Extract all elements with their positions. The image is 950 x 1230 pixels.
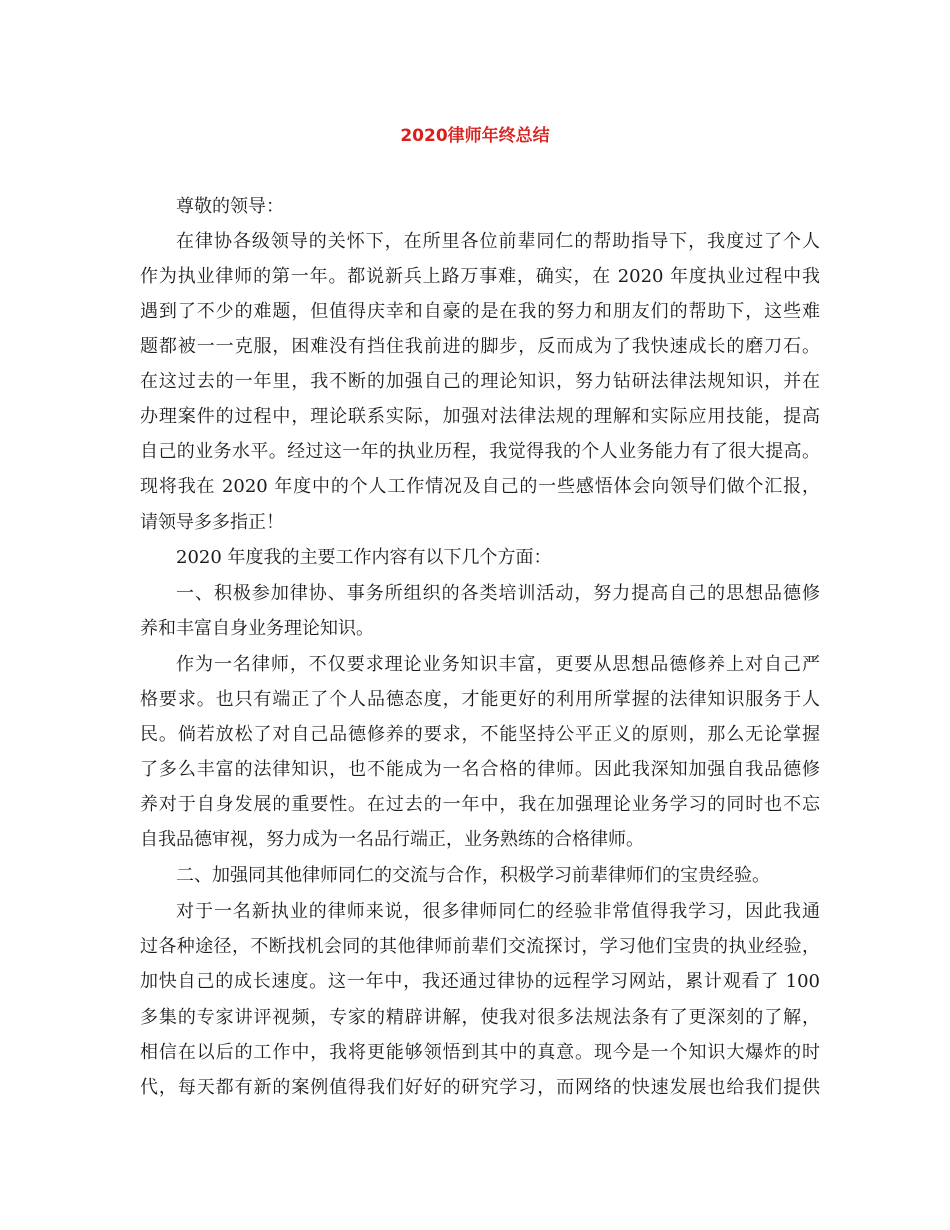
body-line: 2020 年度我的主要工作内容有以下几个方面： [176, 547, 552, 568]
body-line: 对于一名新执业的律师来说，很多律师同仁的经验非常值得我学习，因此我通 [176, 901, 820, 922]
document-title: 2020律师年终总结 [400, 126, 550, 146]
body-line: 过各种途径，不断找机会同的其他律师前辈们交流探讨，学习他们宝贵的执业经验， [140, 936, 820, 957]
body-line: 加快自己的成长速度。这一年中，我还通过律协的远程学习网站，累计观看了 100 [140, 971, 820, 992]
body-line: 自己的业务水平。经过这一年的执业历程，我觉得我的个人业务能力有了很大提高。 [140, 441, 820, 462]
body-line: 自我品德审视，努力成为一名品行端正，业务熟练的合格律师。 [140, 829, 644, 850]
body-line: 题都被一一克服，困难没有挡住我前进的脚步，反而成为了我快速成长的磨刀石。 [140, 336, 820, 357]
body-line: 作为一名律师，不仅要求理论业务知识丰富，更要从思想品德修养上对自己严 [176, 654, 820, 675]
body-line: 民。倘若放松了对自己品德修养的要求，不能坚持公平正义的原则，那么无论掌握 [140, 724, 820, 745]
body-line: 多集的专家讲评视频，专家的精辟讲解，使我对很多法规法条有了更深刻的了解， [140, 1007, 820, 1028]
body-line: 了多么丰富的法律知识，也不能成为一名合格的律师。因此我深知加强自我品德修 [140, 759, 820, 780]
body-line: 办理案件的过程中，理论联系实际，加强对法律法规的理解和实际应用技能，提高 [140, 406, 820, 427]
body-line: 遇到了不少的难题，但值得庆幸和自豪的是在我的努力和朋友们的帮助下，这些难 [140, 301, 820, 322]
body-line: 作为执业律师的第一年。都说新兵上路万事难，确实，在 2020 年度执业过程中我 [140, 266, 820, 287]
body-line: 相信在以后的工作中，我将更能够领悟到其中的真意。现今是一个知识大爆炸的时 [140, 1042, 820, 1063]
section-heading-line: 二、加强同其他律师同仁的交流与合作，积极学习前辈律师们的宝贵经验。 [176, 865, 770, 886]
body-line: 在律协各级领导的关怀下，在所里各位前辈同仁的帮助指导下，我度过了个人 [176, 231, 820, 252]
body-line: 养对于自身发展的重要性。在过去的一年中，我在加强理论业务学习的同时也不忘 [140, 794, 820, 815]
body-line: 请领导多多指正！ [140, 512, 284, 533]
body-line: 在这过去的一年里，我不断的加强自己的理论知识，努力钻研法律法规知识，并在 [140, 371, 820, 392]
section-heading-line: 养和丰富自身业务理论知识。 [140, 618, 374, 639]
body-line: 代，每天都有新的案例值得我们好好的研究学习，而网络的快速发展也给我们提供 [140, 1077, 820, 1098]
section-heading-line: 一、积极参加律协、事务所组织的各类培训活动，努力提高自己的思想品德修 [176, 583, 820, 604]
body-line: 格要求。也只有端正了个人品德态度，才能更好的利用所掌握的法律知识服务于人 [140, 689, 820, 710]
body-line: 现将我在 2020 年度中的个人工作情况及自己的一些感悟体会向领导们做个汇报， [140, 476, 820, 497]
salutation-line: 尊敬的领导： [176, 196, 284, 217]
